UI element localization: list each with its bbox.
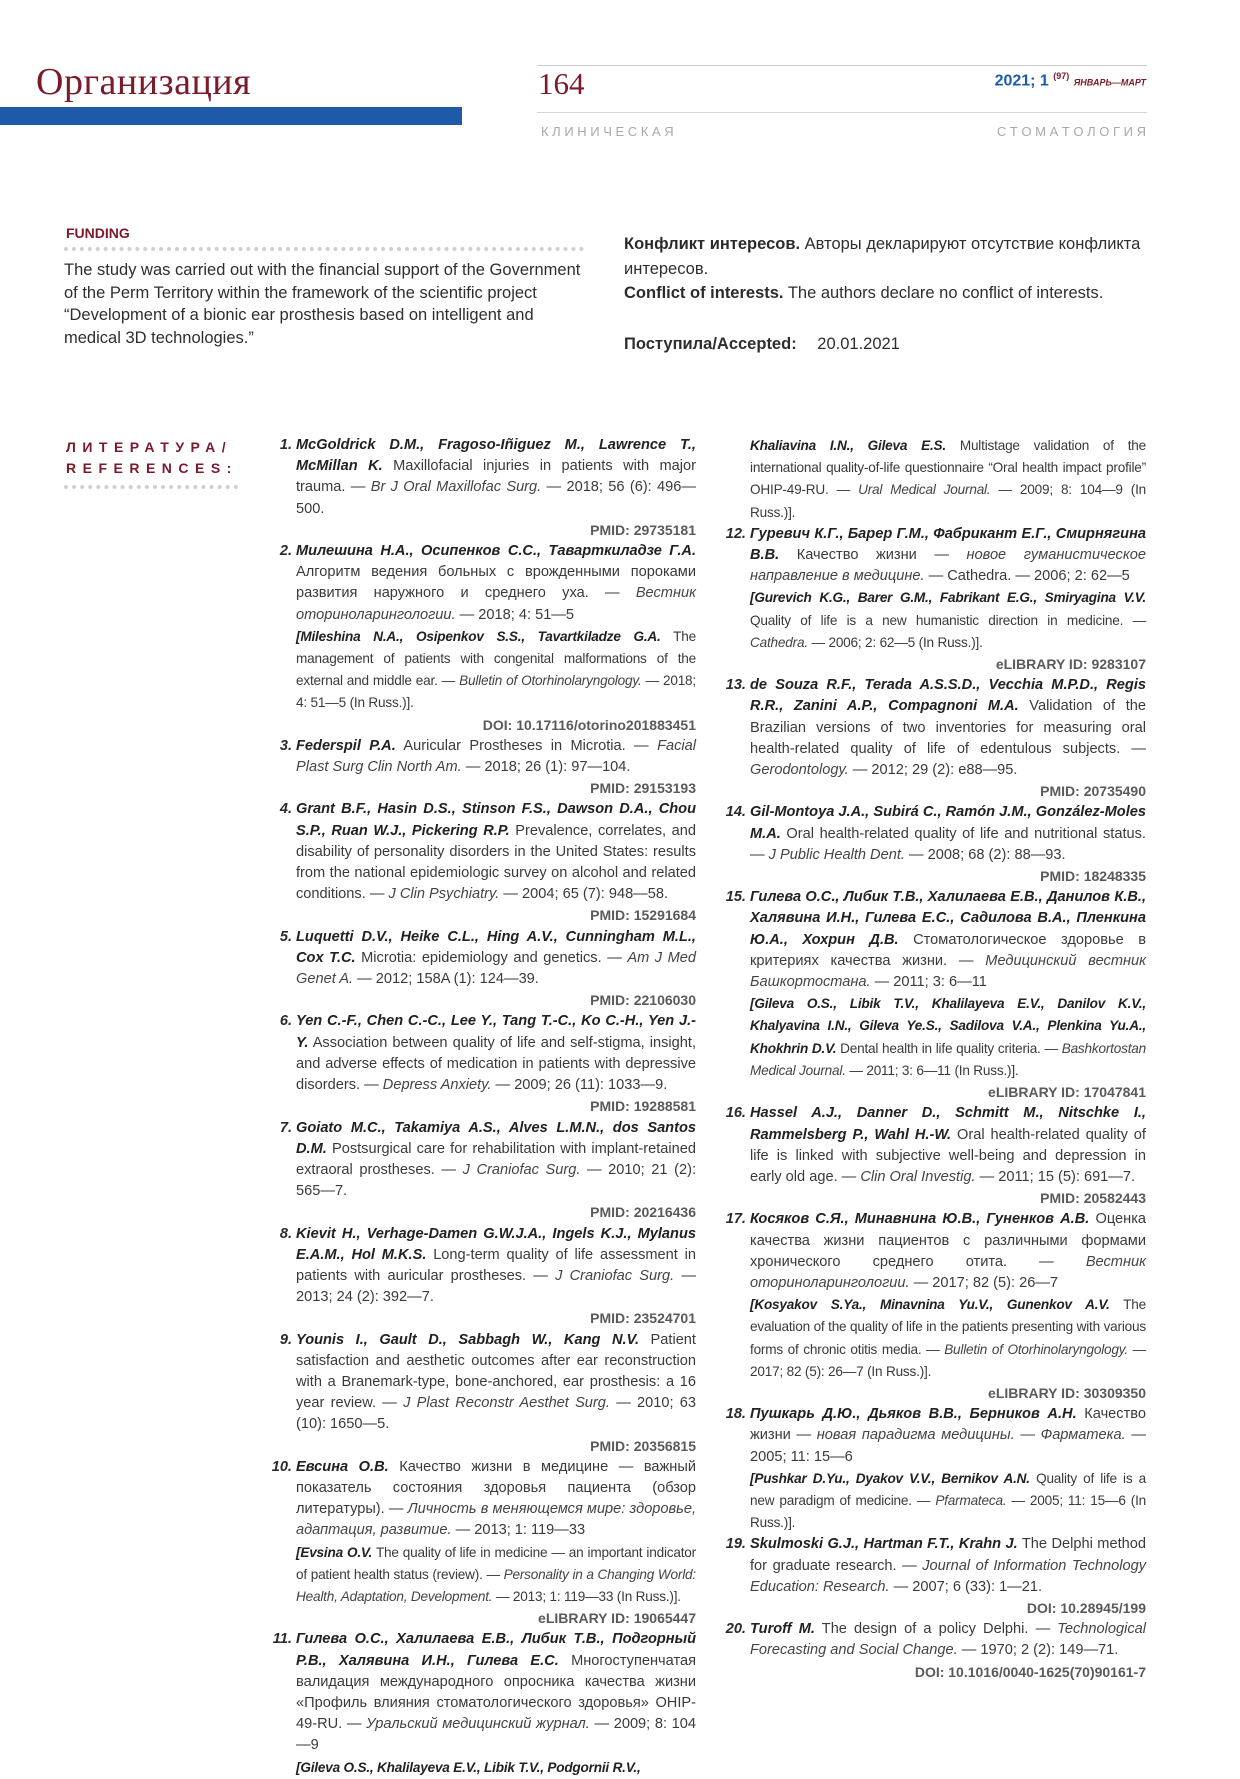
conflict-en-label: Conflict of interests.	[624, 284, 784, 302]
funding-dotted-rule	[64, 247, 584, 251]
reference-journal: J Clin Psychiatry.	[388, 886, 500, 903]
reference-item	[718, 1404, 1146, 1534]
reference-details: — 1970; 2 (2): 149—71.	[961, 1642, 1119, 1659]
reference-identifier: PMID: 20216436	[590, 1204, 696, 1221]
reference-authors: Hassel A.J., Danner D., Schmitt M., Nitschke I., Rammelsberg P., Wahl H.-W.	[750, 1105, 1146, 1143]
reference-translit-authors: Khaliavina I.N., Gileva E.S.	[750, 438, 946, 453]
reference-details: — 2017; 82 (5): 26—7	[913, 1274, 1059, 1291]
reference-authors: Goiato M.C., Takamiya A.S., Alves L.M.N., dos Santos D.M.	[296, 1119, 696, 1157]
journal-name-part-2: С Т О М А Т О Л О Г И Я	[996, 124, 1146, 139]
reference-identifier: PMID: 19288581	[590, 1098, 696, 1115]
reference-number: 17.	[725, 1211, 746, 1228]
reference-journal: J Public Health Dent.	[768, 846, 905, 863]
reference-translit-details: — 2018; 4: 51—5 (In Russ.)].	[296, 673, 696, 711]
reference-authors: McGoldrick D.M., Fragoso-Iñiguez M., Lawrence T., McMillan K.	[296, 437, 696, 475]
reference-item	[264, 1457, 696, 1630]
reference-identifier: PMID: 20735490	[1040, 783, 1146, 800]
reference-number: 9.	[279, 1331, 292, 1348]
reference-journal: Личность в меняющемся мире: здоровье, адаптация, развитие.	[296, 1501, 697, 1539]
conflict-en	[624, 281, 1144, 306]
reference-identifier: PMID: 22106030	[590, 992, 696, 1009]
reference-identifier: PMID: 23524701	[590, 1310, 696, 1327]
reference-translation	[750, 1471, 1146, 1530]
references-column-left	[264, 435, 696, 1779]
reference-translation	[750, 438, 1146, 520]
reference-translit-authors: [Mileshina N.A., Osipenkov S.S., Tavartkiladze G.A.	[296, 628, 661, 644]
reference-details: — 2010; 63 (10): 1650—5.	[296, 1395, 696, 1433]
reference-journal: новое гуманистическое направление в медицине.	[750, 547, 1146, 585]
section-color-bar	[0, 107, 462, 125]
reference-authors: Skulmoski G.J., Hartman F.T., Krahn J.	[750, 1536, 1018, 1553]
reference-translit-title: Multistage validation of the international quality-of-life questionnaire “Oral health impact profile” OHIP-49-RU. —	[750, 438, 1146, 498]
references-heading	[66, 437, 238, 479]
reference-translit-authors: [Evsina O.V.	[296, 1544, 373, 1560]
reference-title: Качество жизни в медицине — важный показатель состояния здоровья пациента (обзор литературы). —	[296, 1458, 697, 1518]
reference-translit-authors: [Pushkar D.Yu., Dyakov V.V., Bernikov A.N.	[750, 1470, 1030, 1486]
reference-details: — 2013; 1: 119—33	[455, 1522, 586, 1539]
reference-details: — Cathedra. — 2006; 2: 62—5	[928, 568, 1130, 585]
reference-translit-title: The quality of life in medicine — an important indicator of patient health status (review). —	[296, 1544, 696, 1582]
reference-translation	[296, 1760, 641, 1775]
reference-title: Качество жизни —	[750, 1406, 1146, 1444]
reference-identifier: eLIBRARY ID: 17047841	[988, 1084, 1146, 1101]
reference-item	[264, 799, 696, 926]
reference-identifier: DOI: 10.17116/otorino201883451	[482, 716, 696, 733]
reference-journal: Am J Med Genet A.	[296, 949, 696, 988]
reference-authors: Kievit H., Verhage-Damen G.W.J.A., Ingels K.J., Mylanus E.A.M., Hol M.K.S.	[296, 1225, 696, 1263]
reference-details: — 2013; 24 (2): 392—7.	[296, 1267, 696, 1306]
reference-number: 3.	[279, 737, 292, 754]
reference-item	[264, 1011, 696, 1117]
reference-title: Качество жизни —	[796, 547, 949, 564]
reference-translit-details: — 2011; 3: 6—11 (In Russ.)].	[849, 1062, 1019, 1078]
reference-translit-journal: Pfarmateca.	[935, 1492, 1007, 1508]
reference-title: Алгоритм ведения больных с врожденными пороками развития наружного и среднего уха. —	[296, 564, 696, 602]
reference-item	[264, 1118, 696, 1224]
reference-details: — 2009; 26 (11): 1033—9.	[495, 1077, 668, 1094]
reference-journal: Facial Plast Surg Clin North Am.	[296, 737, 696, 776]
reference-translation	[296, 1545, 696, 1604]
header-rule	[537, 112, 1147, 113]
reference-details: — 2011; 3: 6—11	[874, 974, 987, 991]
reference-translit-details: — 2013; 1: 119—33 (In Russ.)].	[495, 1588, 681, 1604]
reference-identifier: eLIBRARY ID: 9283107	[995, 656, 1146, 673]
reference-translit-journal: Bulletin of Otorhinolaryngology.	[944, 1341, 1128, 1357]
reference-details: — 2004; 65 (7): 948—58.	[503, 886, 669, 903]
reference-translation	[750, 1297, 1146, 1379]
accepted-label: Поступила/Accepted:	[624, 335, 797, 353]
reference-title: Стоматологическое здоровье в критериях качества жизни. —	[750, 931, 1146, 969]
reference-item	[718, 1209, 1146, 1404]
reference-item	[264, 1330, 696, 1457]
reference-number: 16.	[725, 1105, 746, 1122]
reference-authors: Yen C.-F., Chen C.-C., Lee Y., Tang T.-C., Ko C.-H., Yen J.-Y.	[296, 1013, 696, 1051]
reference-number: 6.	[279, 1013, 292, 1030]
conflict-en-text: The authors declare no conflict of interests.	[787, 284, 1104, 302]
reference-journal: Вестник оториноларингологии.	[750, 1253, 1147, 1291]
reference-item	[718, 1619, 1146, 1683]
reference-title: Prevalence, correlates, and disability of personality disorders in the United States: results from the national epidemiologic survey on alcohol and related conditions. —	[296, 822, 696, 903]
reference-journal: Уральский медицинский журнал.	[366, 1716, 590, 1733]
reference-translit-authors: [Kosyakov S.Ya., Minavnina Yu.V., Gunenkov A.V.	[750, 1297, 1110, 1313]
reference-authors: Гуревич К.Г., Барер Г.М., Фабрикант Е.Г., Смирнягина В.В.	[750, 525, 1146, 564]
reference-translit-title: Quality of life is a new paradigm of medicine. —	[750, 1470, 1147, 1508]
reference-title: Maxillofacial injuries in patients with major trauma. —	[296, 458, 696, 496]
reference-authors: Гилева О.С., Халилаева Е.В., Либик Т.В., Подгорный Р.В., Халявина И.Н., Гилева Е.С.	[296, 1631, 696, 1669]
reference-identifier: PMID: 20582443	[1040, 1190, 1146, 1207]
reference-identifier: eLIBRARY ID: 19065447	[538, 1610, 696, 1627]
reference-details: — 2018; 56 (6): 496—500.	[296, 479, 696, 517]
reference-authors: Turoff M.	[750, 1621, 815, 1638]
reference-translit-authors: [Gileva O.S., Khalilayeva E.V., Libik T.V., Podgornii R.V.,	[296, 1759, 641, 1775]
reference-authors: Federspil P.A.	[296, 737, 396, 754]
reference-title: Long-term quality of life assessment in patients with auricular prostheses. —	[296, 1246, 696, 1284]
reference-details: — 2010; 21 (2): 565—7.	[296, 1161, 696, 1200]
reference-item	[264, 927, 696, 1012]
reference-journal: J Plast Reconstr Aesthet Surg.	[403, 1395, 610, 1412]
reference-journal: Br J Oral Maxillofac Surg.	[370, 479, 542, 496]
reference-journal: Clin Oral Investig.	[860, 1168, 976, 1185]
reference-number: 4.	[279, 801, 292, 818]
reference-authors: Косяков С.Я., Минавнина Ю.В., Гуненков А.В.	[750, 1211, 1090, 1228]
conflict-ru-label: Конфликт интересов.	[624, 235, 801, 253]
reference-number: 7.	[279, 1119, 292, 1136]
reference-title: Patient satisfaction and aesthetic outcomes after ear reconstruction with a Branemark-type, bone-anchored, ear prosthesis: a 16 year review. —	[296, 1331, 696, 1412]
reference-translit-journal: Bashkortostan Medical Journal.	[750, 1040, 1147, 1078]
reference-journal: Depress Anxiety.	[382, 1077, 492, 1094]
reference-authors: Пушкарь Д.Ю., Дьяков В.В., Берников А.Н.	[750, 1406, 1077, 1423]
references-heading-en: REFERENCES:	[66, 460, 238, 476]
reference-item	[264, 435, 696, 541]
reference-number: 11.	[272, 1631, 292, 1648]
reference-number: 20.	[725, 1621, 746, 1638]
reference-journal: Journal of Information Technology Education: Research.	[750, 1557, 1146, 1595]
reference-details: — 2005; 11: 15—6	[750, 1427, 1146, 1465]
reference-item	[718, 675, 1146, 802]
header-top-rule	[537, 65, 1147, 66]
reference-authors: Милешина Н.А., Осипенков С.С., Таварткиладзе Г.А.	[296, 543, 696, 560]
reference-authors: Younis I., Gault D., Sabbagh W., Kang N.V.	[296, 1331, 639, 1348]
reference-number: 8.	[279, 1225, 292, 1242]
reference-title: Oral health-related quality of life and nutritional status. —	[750, 825, 1146, 863]
references-heading-ru: ЛИТЕРАТУРА/	[66, 439, 233, 455]
reference-journal: Медицинский вестник Башкортостана.	[750, 952, 1147, 991]
reference-details: — 2012; 29 (2): e88—95.	[852, 762, 1018, 779]
reference-number: 10.	[271, 1458, 292, 1475]
reference-translit-authors: [Gurevich K.G., Barer G.M., Fabrikant E.G., Smiryagina V.V.	[750, 590, 1146, 606]
reference-identifier: PMID: 29153193	[590, 780, 696, 797]
reference-journal: новая парадигма медицины. — Фарматека.	[816, 1427, 1126, 1444]
reference-item	[718, 524, 1146, 675]
reference-journal: Вестник оториноларингологии.	[296, 585, 696, 623]
reference-authors: Luquetti D.V., Heike C.L., Hing A.V., Cunningham M.L., Cox T.C.	[296, 928, 696, 966]
reference-title: Validation of the Brazilian versions of two inventories for measuring oral health-related quality of life of edentulous subjects. —	[750, 698, 1146, 757]
reference-item	[264, 541, 696, 736]
reference-details: — 2009; 8: 104—9	[296, 1716, 696, 1754]
reference-authors: Grant B.F., Hasin D.S., Stinson F.S., Dawson D.A., Chou S.P., Ruan W.J., Pickering R.P.	[296, 801, 696, 839]
reference-translit-journal: Personality in a Changing World: Health, Adaptation, Development.	[296, 1566, 696, 1604]
reference-item	[718, 1534, 1146, 1619]
reference-details: — 2011; 15 (5): 691—7.	[979, 1168, 1136, 1185]
issue-info	[995, 71, 1146, 90]
reference-translit-title: The management of patients with congenital malformations of the external and middle ear. —	[296, 628, 696, 689]
journal-name	[541, 124, 1146, 139]
reference-item	[264, 736, 696, 800]
reference-number: 12.	[725, 525, 746, 542]
reference-details: — 2018; 26 (1): 97—104.	[465, 759, 631, 776]
reference-item	[718, 1103, 1146, 1209]
reference-title: The Delphi method for graduate research. —	[750, 1536, 1146, 1574]
reference-details: — 2018; 4: 51—5	[459, 606, 575, 623]
references-column-right	[718, 435, 1146, 1683]
reference-identifier: eLIBRARY ID: 30309350	[988, 1384, 1146, 1401]
reference-item	[718, 802, 1146, 887]
reference-item	[264, 1224, 696, 1330]
reference-identifier: DOI: 10.1016/0040-1625(70)90161-7	[914, 1663, 1146, 1680]
reference-title: Postsurgical care for rehabilitation with implant-retained extraoral prostheses. —	[296, 1140, 696, 1178]
reference-translit-details: — 2006; 2: 62—5 (In Russ.)].	[811, 634, 983, 650]
section-title: Организация	[36, 61, 252, 103]
reference-translation	[750, 996, 1146, 1078]
reference-title: Многоступенчатая валидация международного опросника качества жизни «Профиль влияния стоматологического здоровья» OHIP-49-RU. —	[296, 1652, 696, 1733]
reference-translit-details: — 2009; 8: 104—9 (In Russ.)].	[750, 482, 1147, 520]
reference-title: Oral health-related quality of life is linked with subjective well-being and depression in early old age. —	[750, 1126, 1146, 1185]
issue-year: 2021; 1	[994, 72, 1049, 90]
reference-title: Microtia: epidemiology and genetics. —	[361, 949, 622, 966]
reference-translation	[296, 629, 696, 711]
reference-journal: J Craniofac Surg.	[462, 1161, 581, 1178]
reference-translit-authors: [Gileva O.S., Libik T.V., Khalilayeva E.V., Danilov K.V., Khalyavina I.N., Gileva Ye.S., Sadilova V.A., Plenkina Yu.A., Khokhrin D.V.	[750, 996, 1146, 1056]
reference-details: — 2012; 158A (1): 124—39.	[357, 971, 539, 988]
conflict-ru	[624, 232, 1144, 281]
reference-authors: de Souza R.F., Terada A.S.S.D., Vecchia M.P.D., Regis R.R., Zanini A.P., Compagnoni M.A.	[750, 677, 1146, 715]
issue-months: ЯНВАРЬ—МАРТ	[1073, 77, 1146, 88]
funding-heading: FUNDING	[66, 225, 130, 241]
reference-translit-title: Dental health in life quality criteria. —	[840, 1040, 1058, 1056]
reference-number: 1.	[279, 437, 292, 453]
reference-title: Auricular Prostheses in Microtia. —	[403, 737, 649, 754]
reference-identifier: DOI: 10.28945/199	[1026, 1599, 1146, 1616]
reference-translit-title: The evaluation of the quality of life in the patients presenting with various forms of chronic otitis media. —	[750, 1297, 1146, 1357]
reference-translit-details: — 2005; 11: 15—6 (In Russ.)].	[750, 1492, 1147, 1531]
reference-identifier: PMID: 18248335	[1040, 868, 1146, 885]
reference-journal: Technological Forecasting and Social Change.	[750, 1621, 1146, 1659]
reference-translit-title: Quality of life is a new humanistic direction in medicine. —	[750, 612, 1146, 628]
reference-identifier: PMID: 20356815	[590, 1437, 696, 1454]
reference-journal: Gerodontology.	[750, 762, 849, 779]
reference-number: 19.	[725, 1536, 746, 1553]
reference-details: — 2008; 68 (2): 88—93.	[909, 846, 1066, 863]
reference-identifier: PMID: 29735181	[590, 521, 696, 538]
reference-translit-journal: Cathedra.	[750, 634, 808, 650]
reference-authors: Gil-Montoya J.A., Subirá C., Ramón J.M., González-Moles M.A.	[750, 804, 1146, 842]
reference-number: 2.	[279, 543, 292, 560]
page-number: 164	[538, 66, 585, 101]
reference-item	[718, 887, 1146, 1103]
journal-name-part-1: К Л И Н И Ч Е С К А Я	[541, 124, 674, 139]
reference-number: 14.	[725, 804, 746, 821]
references-dotted-rule	[64, 485, 238, 489]
reference-authors: Евсина О.В.	[296, 1458, 389, 1475]
reference-translation	[750, 590, 1146, 649]
reference-item	[718, 435, 1146, 524]
accepted-date: 20.01.2021	[817, 335, 900, 353]
reference-identifier: PMID: 15291684	[590, 907, 696, 924]
reference-translit-journal: Ural Medical Journal.	[858, 482, 991, 498]
issue-number: (97)	[1053, 71, 1070, 81]
reference-title: Оценка качества жизни пациентов с различными формами хронического среднего отита. —	[750, 1211, 1147, 1270]
reference-number: 5.	[279, 928, 292, 945]
funding-text: The study was carried out with the financial support of the Government of the Perm Territory within the framework of the scientific project “Development of a bionic ear prosthesis based on intelligent and medical 3D technologies.”	[64, 261, 581, 348]
conflict-block	[624, 232, 1144, 306]
reference-details: — 2007; 6 (33): 1—21.	[893, 1578, 1043, 1595]
reference-number: 15.	[725, 889, 746, 906]
reference-item	[264, 1629, 696, 1778]
reference-number: 18.	[725, 1406, 746, 1423]
reference-number: 13.	[725, 677, 746, 694]
reference-translit-details: — 2017; 82 (5): 26—7 (In Russ.)].	[750, 1341, 1146, 1379]
reference-title: The design of a policy Delphi. —	[821, 1621, 1051, 1638]
accepted-line	[624, 335, 900, 354]
conflict-ru-text: Авторы декларируют отсутствие конфликта интересов.	[624, 235, 1141, 278]
reference-authors: Гилева О.С., Либик Т.В., Халилаева Е.В., Данилов К.В., Халявина И.Н., Гилева Е.С., Садилова В.А., Пленкина Ю.А., Хохрин Д.В.	[750, 889, 1146, 948]
reference-journal: J Craniofac Surg.	[555, 1267, 675, 1284]
reference-title: Association between quality of life and self-stigma, insight, and adverse effects of medication in patients with depressive disorders. —	[296, 1034, 697, 1094]
reference-translit-journal: Bulletin of Otorhinolaryngology.	[459, 673, 642, 689]
